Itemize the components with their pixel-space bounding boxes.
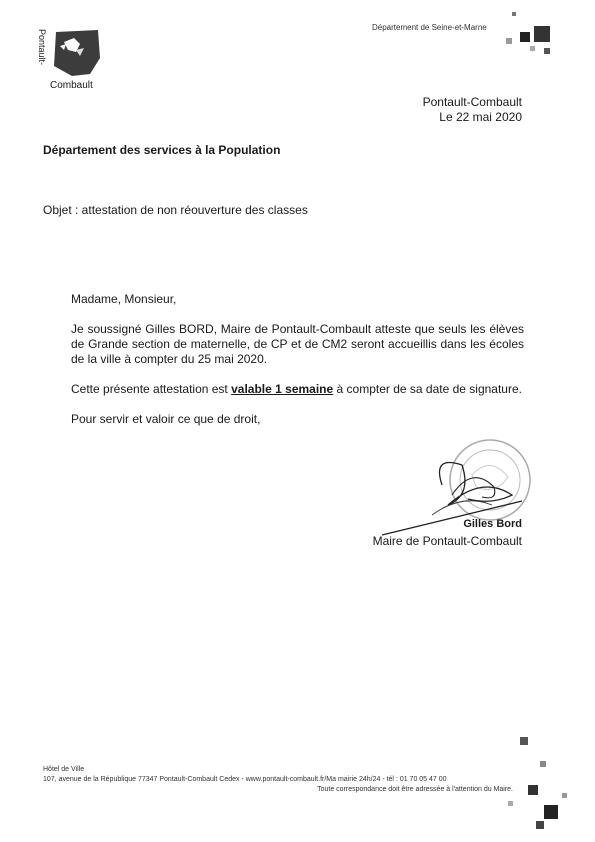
letter-object: Objet : attestation de non réouverture des classes [43, 203, 308, 217]
logo-vertical-label: Pontault- [37, 29, 47, 66]
decorative-squares-top [500, 8, 560, 63]
validity-emphasis: valable 1 semaine [231, 382, 334, 396]
service-title: Département des services à la Population [43, 143, 281, 157]
greeting: Madame, Monsieur, [71, 292, 177, 306]
city-logo-icon [50, 28, 102, 78]
letter-body [71, 292, 524, 442]
paragraph-attestation: Je soussigné Gilles BORD, Maire de Pontault-Combault atteste que seuls les élèves de Grande section de maternelle, de CP et de CM2 seront accueillis dans les écoles de la ville à compter du 25 mai 2020. [71, 322, 524, 366]
decorative-squares-bottom [500, 735, 580, 835]
paragraph-validity [71, 382, 524, 397]
footer-line-hotel: Hôtel de Ville [43, 766, 85, 773]
footer-line-correspondence: Toute correspondance doit être adressée à l'attention du Maire. [317, 786, 513, 793]
signer-name: Gilles Bord [463, 518, 522, 530]
closing: Pour servir et valoir ce que de droit, [71, 412, 261, 426]
department-header: Département de Seine-et-Marne [372, 23, 487, 32]
signer-title: Maire de Pontault-Combault [372, 534, 522, 548]
place-date [423, 95, 522, 125]
footer-line-address: 107, avenue de la République 77347 Pontault-Combault Cedex - www.pontault-combault.fr/Ma mairie 24h/24 - tél : 01 70 05 47 00 [43, 776, 447, 783]
official-stamp-signature [372, 435, 552, 545]
logo-name: Combault [50, 80, 93, 91]
logo-vertical-text [36, 30, 48, 82]
date: Le 22 mai 2020 [439, 110, 522, 124]
place: Pontault-Combault [422, 95, 522, 109]
footer [43, 765, 513, 795]
validity-text-before: Cette présente attestation est [71, 382, 232, 396]
validity-text-after: à compter de sa date de signature. [333, 382, 522, 396]
